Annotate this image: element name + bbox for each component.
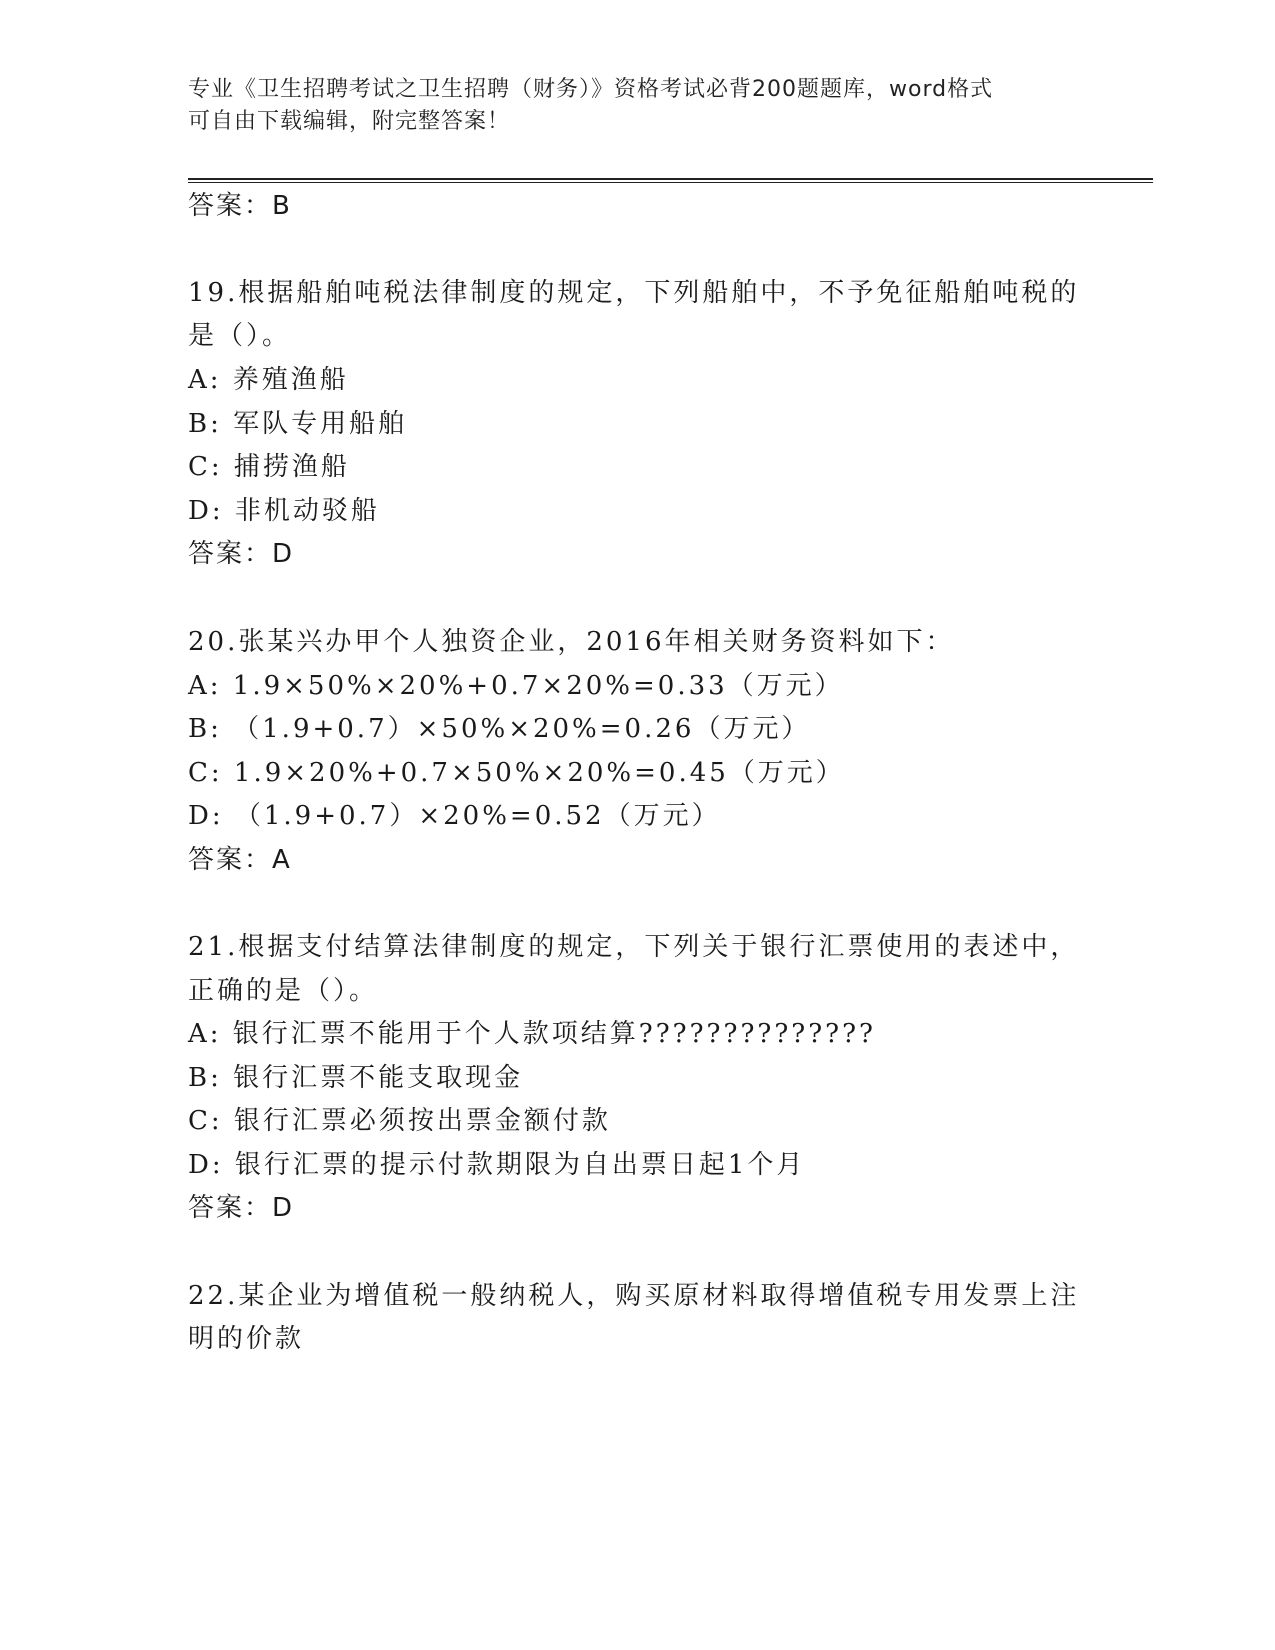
answer-19: 答案：D bbox=[188, 539, 295, 569]
question-21-option-d: D: 银行汇票的提示付款期限为自出票日起1个月 bbox=[188, 1150, 806, 1180]
question-21-option-a: A: 银行汇票不能用于个人款项结算?????????????? bbox=[188, 1019, 876, 1049]
answer-21: 答案：D bbox=[188, 1193, 295, 1223]
question-21-option-c: C: 银行汇票必须按出票金额付款 bbox=[188, 1106, 611, 1136]
answer-18: 答案：B bbox=[188, 191, 292, 221]
question-19-option-d: D: 非机动驳船 bbox=[188, 496, 380, 526]
question-19-option-c: C: 捕捞渔船 bbox=[188, 452, 350, 482]
question-21-stem-line-2: 正确的是（）。 bbox=[188, 976, 379, 1006]
question-20-option-c: C: 1.9×20%+0.7×50%×20%=0.45（万元） bbox=[188, 758, 845, 788]
question-21-stem-line-1: 21.根据支付结算法律制度的规定，下列关于银行汇票使用的表述中， bbox=[188, 932, 1080, 962]
answer-20: 答案：A bbox=[188, 845, 292, 875]
question-20-option-a: A: 1.9×50%×20%+0.7×20%=0.33（万元） bbox=[188, 671, 844, 701]
question-20-option-d: D: （1.9+0.7）×20%=0.52（万元） bbox=[188, 801, 721, 831]
question-22-stem-line-2: 明的价款 bbox=[188, 1324, 305, 1354]
question-22-stem-line-1: 22.某企业为增值税一般纳税人，购买原材料取得增值税专用发票上注 bbox=[188, 1281, 1080, 1311]
header-divider bbox=[188, 178, 1153, 183]
header-line-2: 可自由下载编辑，附完整答案！ bbox=[188, 109, 511, 134]
question-19-option-a: A: 养殖渔船 bbox=[188, 365, 349, 395]
question-20-option-b: B: （1.9+0.7）×50%×20%=0.26（万元） bbox=[188, 714, 811, 744]
page-header bbox=[188, 74, 1068, 138]
header-line-1: 专业《卫生招聘考试之卫生招聘（财务）》资格考试必背200题题库，word格式 bbox=[188, 77, 994, 102]
question-21-option-b: B: 银行汇票不能支取现金 bbox=[188, 1063, 524, 1093]
question-20-stem-line-1: 20.张某兴办甲个人独资企业，2016年相关财务资料如下： bbox=[188, 627, 955, 657]
question-19-option-b: B: 军队专用船舶 bbox=[188, 409, 408, 439]
question-19-stem-line-1: 19.根据船舶吨税法律制度的规定，下列船舶中，不予免征船舶吨税的 bbox=[188, 278, 1080, 308]
question-19-stem-line-2: 是（）。 bbox=[188, 321, 292, 351]
